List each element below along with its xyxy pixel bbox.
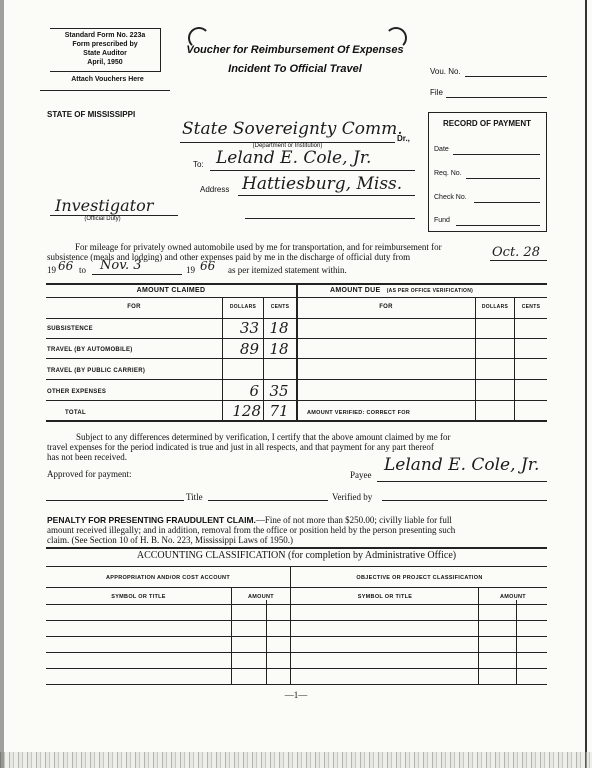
left-symbol-header: SYMBOL OR TITLE: [111, 594, 166, 600]
right-amount-header: AMOUNT: [500, 594, 526, 600]
to-date-line[interactable]: [92, 274, 182, 275]
approval-signature-line[interactable]: [46, 500, 184, 501]
record-date-line[interactable]: [453, 154, 540, 155]
table-header-rule: [46, 297, 547, 298]
department-caption: (Department or Institution): [252, 143, 323, 149]
record-date-label: Date: [434, 146, 449, 153]
travel-auto-dollars: 89: [239, 340, 259, 358]
mileage-tail: as per itemized statement within.: [228, 265, 347, 275]
acct-row-rule-4: [46, 652, 547, 653]
official-duty-caption: (Official Duty): [84, 216, 121, 222]
penalty-line-2: amount received illegally; and in addition, removal from the office or position held by the person presenting such: [47, 525, 456, 535]
travel-auto-cents: 18: [269, 340, 289, 358]
record-fund-label: Fund: [434, 217, 450, 224]
approved-label: Approved for payment:: [47, 469, 132, 479]
attach-vouchers-label: Attach Vouchers Here: [71, 76, 144, 83]
record-check-line[interactable]: [474, 202, 540, 203]
right-cents-col: [516, 600, 517, 684]
row-rule-4: [46, 400, 547, 401]
total-label: TOTAL: [65, 410, 86, 416]
travel-public-label: TRAVEL (BY PUBLIC CARRIER): [47, 368, 146, 374]
table-bottom-rule: [46, 420, 547, 422]
certify-line-2: travel expenses for the period indicated is true and just in all respects, and that payment for any part thereof: [47, 442, 434, 452]
other-expenses-label: OTHER EXPENSES: [47, 389, 107, 395]
title-line[interactable]: [208, 500, 328, 501]
verified-by-line[interactable]: [382, 500, 547, 501]
voucher-subtitle: Incident To Official Travel: [228, 63, 362, 75]
total-dollars: 128: [232, 402, 261, 420]
department-handwritten: State Sovereignty Comm.: [182, 119, 403, 139]
acct-bottom-rule: [46, 684, 547, 685]
record-fund-line[interactable]: [456, 225, 540, 226]
record-check-label: Check No.: [434, 194, 467, 201]
scan-right-edge: [585, 0, 587, 768]
left-cents-col: [266, 600, 267, 684]
subsistence-cents: 18: [269, 319, 289, 337]
to-line[interactable]: [210, 170, 415, 171]
due-dollars-header: DOLLARS: [481, 304, 509, 310]
to-word: to: [79, 265, 87, 275]
acct-row-rule-5: [46, 668, 547, 669]
claimed-cents-header: CENTS: [270, 304, 290, 310]
claimed-for-header: FOR: [127, 304, 141, 310]
travel-auto-label: TRAVEL (BY AUTOMOBILE): [47, 347, 133, 353]
due-cents-header: CENTS: [521, 304, 541, 310]
form-number-text: Standard Form No. 223a Form prescribed by State Auditor April, 1950: [64, 32, 146, 66]
due-for-header: FOR: [379, 304, 393, 310]
state-label: STATE OF MISSISSIPPI: [47, 110, 136, 119]
penalty-line-1: PENALTY FOR PRESENTING FRAUDULENT CLAIM.—Fine of not more than $250.00; civilly liable for full: [47, 515, 452, 525]
total-cents: 71: [269, 402, 289, 420]
record-req-line[interactable]: [466, 178, 540, 179]
amount-claimed-title: AMOUNT CLAIMED: [136, 287, 206, 294]
file-label: File: [430, 88, 443, 97]
record-req-label: Req. No.: [434, 170, 462, 177]
payee-label: Payee: [350, 470, 372, 480]
year1-prefix: 19: [47, 265, 56, 275]
acct-row-rule-2: [46, 620, 547, 621]
payee-name-handwritten: Leland E. Cole, Jr.: [216, 148, 372, 168]
accounting-top-rule: [46, 547, 547, 549]
accounting-center-divider: [290, 566, 291, 684]
to-label: To:: [193, 160, 204, 169]
attach-line: [40, 90, 170, 91]
to-date-handwritten: Nov. 3: [100, 258, 142, 273]
row-rule-3: [46, 379, 547, 380]
amount-due-title: AMOUNT DUE (AS PER OFFICE VERIFICATION): [330, 287, 474, 294]
title-label: Title: [186, 492, 203, 502]
file-line[interactable]: [446, 97, 547, 98]
subsistence-label: SUBSISTENCE: [47, 326, 93, 332]
other-expenses-cents: 35: [269, 382, 289, 400]
amount-verified-label: AMOUNT VERIFIED: CORRECT FOR: [307, 410, 411, 416]
vou-no-line[interactable]: [465, 76, 547, 77]
certify-line-3: has not been received.: [47, 452, 127, 462]
row-rule-2: [46, 358, 547, 359]
appropriation-header: APPROPRIATION AND/OR COST ACCOUNT: [106, 575, 230, 581]
other-expenses-dollars: 6: [249, 382, 259, 400]
scan-left-edge: [0, 0, 4, 768]
year2-prefix: 19: [186, 265, 195, 275]
certify-line-1: Subject to any differences determined by verification, I certify that the above amount claimed by me for: [76, 432, 451, 442]
column-header-rule: [46, 318, 547, 319]
right-symbol-header: SYMBOL OR TITLE: [357, 594, 413, 600]
record-of-payment-title: RECORD OF PAYMENT: [442, 119, 531, 128]
dr-label: Dr.,: [397, 134, 410, 143]
address-line[interactable]: [238, 195, 415, 196]
acct-row-rule-3: [46, 636, 547, 637]
address-handwritten: Hattiesburg, Miss.: [242, 174, 403, 194]
year2-handwritten: 66: [200, 259, 216, 273]
subsistence-dollars: 33: [239, 319, 259, 337]
scan-bottom-noise: [0, 752, 592, 768]
mileage-line-1: For mileage for privately owned automobile used by me for transportation, and for reimbursement for: [75, 242, 442, 252]
from-date-handwritten: Oct. 28: [492, 245, 540, 260]
acct-row-rule-1: [46, 604, 547, 605]
address-line-2[interactable]: [245, 218, 415, 219]
address-label: Address: [200, 185, 230, 194]
left-amount-header: AMOUNT: [248, 594, 274, 600]
claimed-dollars-header: DOLLARS: [229, 304, 257, 310]
verified-by-label: Verified by: [332, 492, 373, 502]
row-rule-1: [46, 338, 547, 339]
objective-header: OBJECTIVE OR PROJECT CLASSIFICATION: [356, 575, 483, 581]
year1-handwritten: 66: [58, 259, 74, 273]
penalty-line-3: claim. (See Section 10 of H. B. No. 223, Mississippi Laws of 1950.): [47, 535, 293, 545]
payee-line[interactable]: [377, 481, 547, 482]
accounting-title: ACCOUNTING CLASSIFICATION (for completion by Administrative Office): [136, 550, 457, 561]
accounting-title-rule: [46, 566, 547, 567]
payee-signature: Leland E. Cole, Jr.: [384, 455, 540, 475]
accounting-header-rule: [46, 587, 547, 588]
voucher-title: Voucher for Reimbursement Of Expenses: [186, 44, 404, 56]
vou-no-label: Vou. No.: [430, 67, 461, 76]
official-duty-handwritten: Investigator: [55, 196, 154, 215]
page-number: —1—: [284, 690, 308, 700]
from-date-line[interactable]: [490, 260, 547, 261]
mileage-line-2: subsistence (meals and lodging) and other expenses paid by me in the discharge of official duty from: [47, 252, 411, 262]
